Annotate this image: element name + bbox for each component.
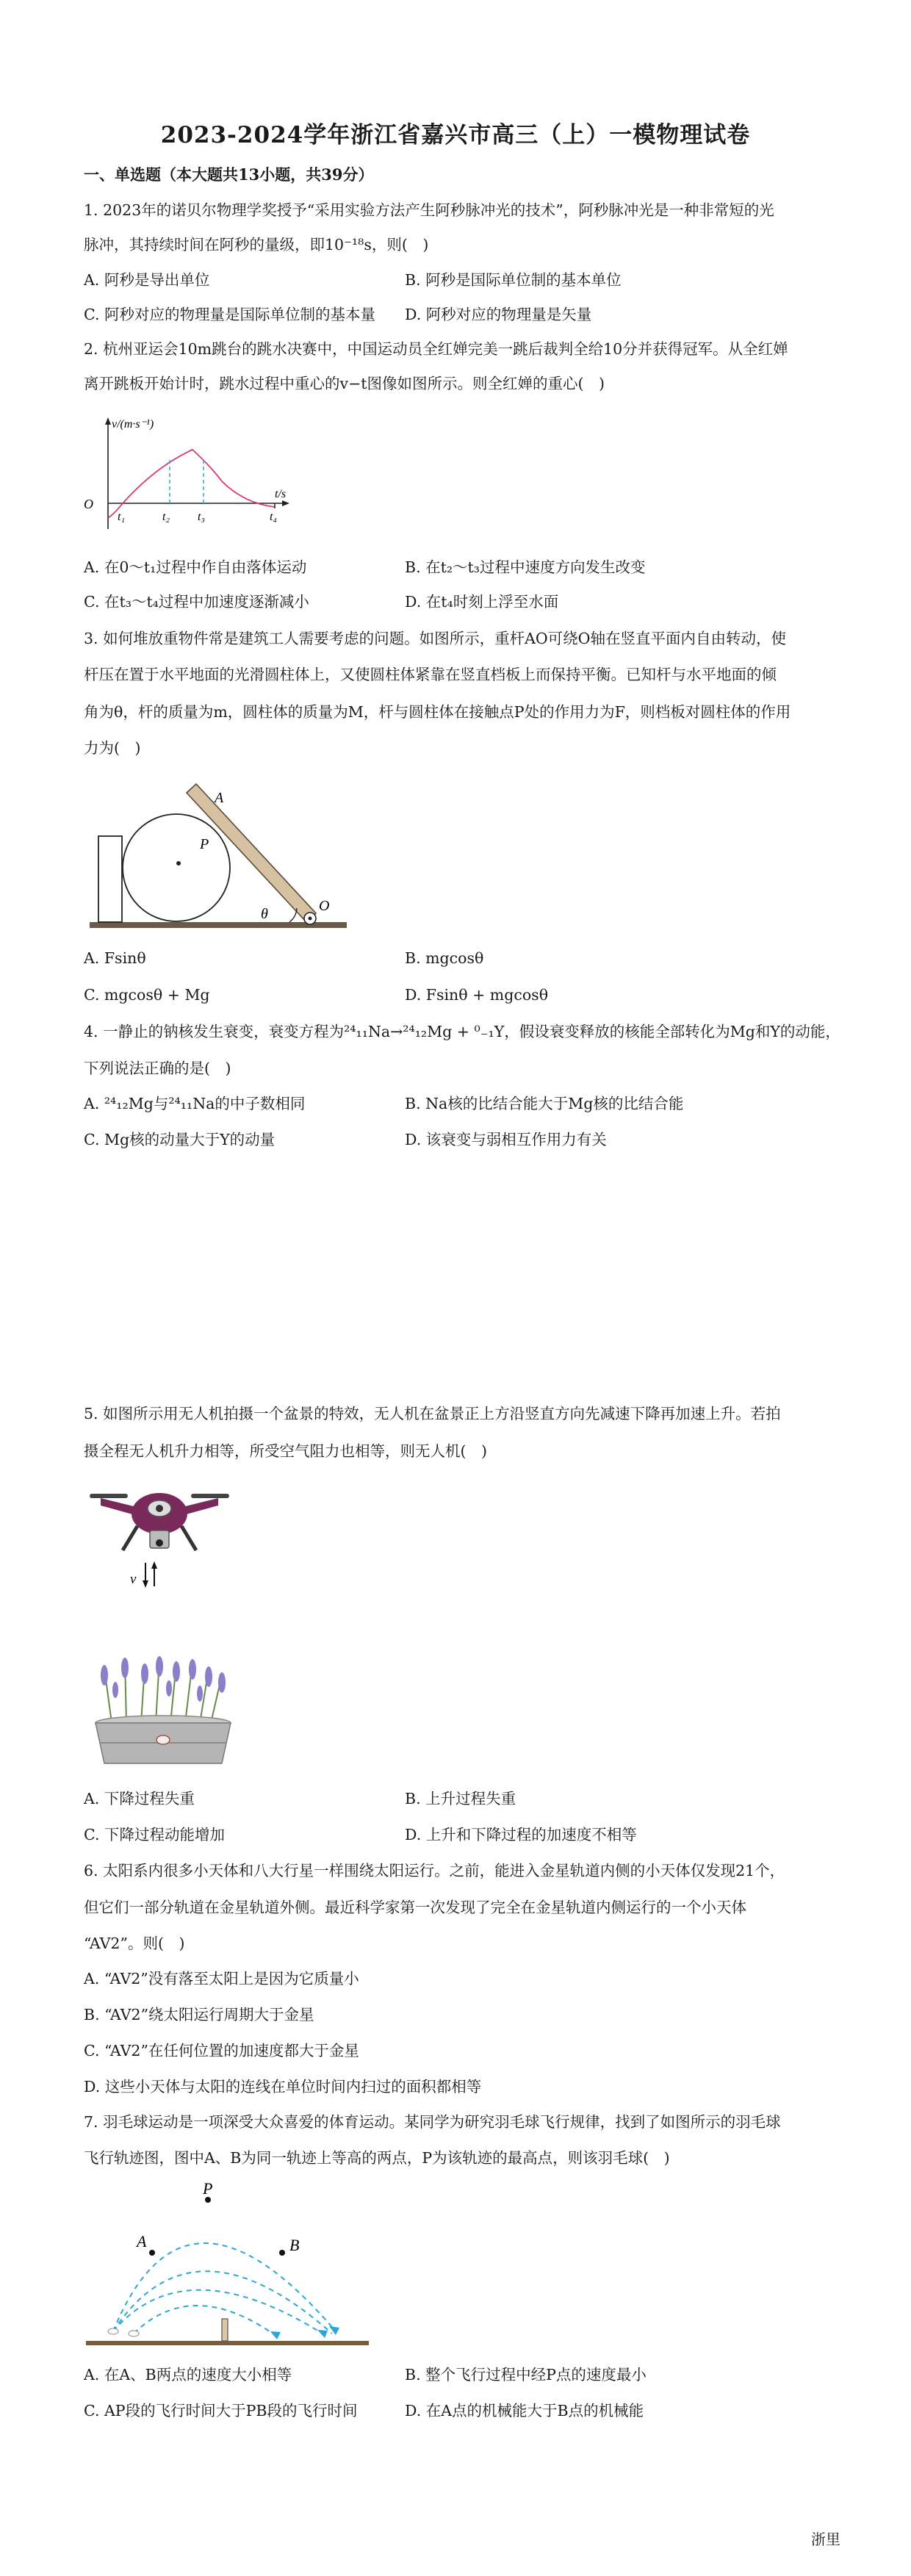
q7-option-c: C. AP段的飞行时间大于PB段的飞行时间	[84, 2402, 358, 2420]
arrowhead-3	[270, 2331, 281, 2339]
q3-option-b: B. mgcosθ	[405, 949, 484, 967]
q6-option-b: B. “AV2”绕太阳运行周期大于金星	[84, 2006, 314, 2023]
down-arrowhead	[143, 1580, 148, 1588]
q2-option-d: D. 在t₄时刻上浮至水面	[405, 593, 559, 611]
t2-label: t₂	[162, 511, 170, 523]
cylinder-center-dot	[176, 861, 181, 866]
section-heading: 一、单选题（本大题共13小题，共39分）	[84, 165, 374, 184]
q5-stem-line: 摄全程无人机升力相等，所受空气阻力也相等，则无人机( )	[84, 1442, 487, 1460]
q7-stem-line: 7. 羽毛球运动是一项深受大众喜爱的体育运动。某同学为研究羽毛球飞行规律，找到了如图所示的羽毛球	[84, 2113, 781, 2131]
q4-stem-line: 4. 一静止的钠核发生衰变，衰变方程为²⁴₁₁Na→²⁴₁₂Mg + ⁰₋₁Y，假设衰变释放的核能全部转化为Mg和Y的动能，	[84, 1023, 840, 1040]
arrowhead-1	[329, 2326, 339, 2335]
origin-label: O	[84, 497, 93, 511]
q6-stem-line: “AV2”。则( )	[84, 1935, 185, 1952]
q2-vt-graph	[82, 411, 303, 536]
court-floor	[86, 2341, 369, 2345]
footer-mark: 浙里	[811, 2530, 840, 2548]
point-a	[149, 2250, 155, 2256]
q2-stem-line: 2. 杭州亚运会10m跳台的跳水决赛中，中国运动员全红婵完美一跳后裁判全给10分并获得冠军。从全红婵	[84, 340, 788, 358]
label-a: A	[215, 790, 224, 806]
q2-option-a: A. 在0～t₁过程中作自由落体运动	[84, 558, 307, 576]
q5-lavender-pot-figure	[82, 1653, 244, 1771]
q7-stem-line: 飞行轨迹图，图中A、B为同一轨迹上等高的两点，P为该轨迹的最高点，则该羽毛球( )	[84, 2149, 670, 2167]
q6-option-d: D. 这些小天体与太阳的连线在单位时间内扫过的面积都相等	[84, 2078, 482, 2095]
q7-shuttlecock-trajectory	[82, 2181, 376, 2350]
q3-option-d: D. Fsinθ + mgcosθ	[405, 986, 549, 1004]
q2-option-b: B. 在t₂～t₃过程中速度方向发生改变	[405, 558, 646, 576]
q6-option-a: A. “AV2”没有落至太阳上是因为它质量小	[84, 1970, 359, 1987]
t1-label: t₁	[118, 511, 126, 523]
q3-stem-line: 角为θ，杆的质量为m，圆柱体的质量为M，杆与圆柱体在接触点P处的作用力为F，则档板对圆柱体的作用	[84, 703, 791, 721]
point-b	[279, 2250, 285, 2256]
pot-label	[156, 1735, 170, 1744]
label-a: A	[137, 2232, 147, 2251]
q1-option-b: B. 阿秒是国际单位制的基本单位	[405, 271, 622, 289]
q7-option-b: B. 整个飞行过程中经P点的速度最小	[405, 2366, 647, 2383]
label-o: O	[319, 898, 330, 914]
rotor-right	[191, 1494, 229, 1498]
q4-option-c: C. Mg核的动量大于Y的动量	[84, 1131, 276, 1148]
q4-option-d: D. 该衰变与弱相互作用力有关	[405, 1131, 607, 1148]
q7-option-a: A. 在A、B两点的速度大小相等	[84, 2366, 292, 2383]
up-arrowhead	[151, 1561, 157, 1569]
arrowhead-2	[317, 2330, 328, 2338]
q4-stem-line: 下列说法正确的是( )	[84, 1059, 231, 1077]
label-theta: θ	[261, 906, 268, 922]
q2-option-c: C. 在t₃～t₄过程中加速度逐渐减小	[84, 593, 309, 611]
q6-stem-line: 但它们一部分轨道在金星轨道外侧。最近科学家第一次发现了完全在金星轨道内侧运行的一个小天体	[84, 1899, 746, 1916]
q5-option-b: B. 上升过程失重	[405, 1790, 516, 1807]
gimbal-camera	[156, 1539, 163, 1547]
q1-stem-line: 1. 2023年的诺贝尔物理学奖授予“采用实验方法产生阿秒脉冲光的技术”，阿秒脉冲光是一种非常短的光	[84, 201, 774, 219]
x-axis-label: t/s	[275, 488, 287, 500]
shuttlecock-2	[129, 2331, 139, 2336]
q3-option-c: C. mgcosθ + Mg	[84, 986, 210, 1004]
trajectory-4	[134, 2306, 277, 2336]
q3-stem-line: 3. 如何堆放重物件常是建筑工人需要考虑的问题。如图所示，重杆AO可绕O轴在竖直平面内自由转动，使	[84, 630, 786, 647]
q3-rod-cylinder-diagram	[82, 771, 361, 933]
t3-label: t₃	[198, 511, 206, 523]
q3-stem-line: 力为( )	[84, 739, 141, 757]
q5-option-d: D. 上升和下降过程的加速度不相等	[405, 1826, 637, 1843]
pivot-center	[309, 917, 312, 921]
velocity-curve	[108, 450, 275, 518]
q1-option-d: D. 阿秒对应的物理量是矢量	[405, 306, 592, 323]
q2-stem-line: 离开跳板开始计时，跳水过程中重心的v−t图像如图所示。则全红婵的重心( )	[84, 375, 605, 392]
net-post	[222, 2319, 228, 2341]
label-p: P	[200, 836, 209, 852]
q4-option-a: A. ²⁴₁₂Mg与²⁴₁₁Na的中子数相同	[84, 1095, 306, 1112]
trajectory-3	[113, 2290, 325, 2335]
y-axis-label: v/(m·s⁻¹)	[112, 418, 154, 431]
q1-stem-line: 脉冲，其持续时间在阿秒的量级，即10⁻¹⁸s，则( )	[84, 236, 429, 253]
y-axis-arrow	[105, 417, 111, 425]
x-axis-arrow	[282, 500, 289, 506]
q3-option-a: A. Fsinθ	[84, 949, 146, 967]
q5-option-c: C. 下降过程动能增加	[84, 1826, 225, 1843]
trajectory-main	[113, 2243, 336, 2331]
rotor-left	[90, 1494, 128, 1498]
cylinder	[123, 814, 230, 921]
q6-option-c: C. “AV2”在任何位置的加速度都大于金星	[84, 2042, 359, 2059]
q3-stem-line: 杆压在置于水平地面的光滑圆柱体上，又使圆柱体紧靠在竖直档板上而保持平衡。已知杆与水平地面的倾	[84, 666, 777, 683]
lavender-flowers	[101, 1656, 226, 1702]
label-b: B	[289, 2236, 300, 2254]
q1-option-a: A. 阿秒是导出单位	[84, 271, 210, 289]
q1-option-c: C. 阿秒对应的物理量是国际单位制的基本量	[84, 306, 375, 323]
q7-option-d: D. 在A点的机械能大于B点的机械能	[405, 2402, 644, 2420]
point-p	[205, 2197, 211, 2203]
q4-option-b: B. Na核的比结合能大于Mg核的比结合能	[405, 1095, 684, 1112]
t4-label: t₄	[270, 511, 278, 523]
q5-option-a: A. 下降过程失重	[84, 1790, 195, 1807]
velocity-label: v	[130, 1572, 137, 1587]
label-p: P	[203, 2181, 213, 2198]
vertical-baffle	[98, 836, 122, 922]
shuttlecock-1	[108, 2328, 118, 2334]
q6-stem-line: 6. 太阳系内很多小天体和八大行星一样围绕太阳运行。之前，能进入金星轨道内侧的小天体仅发现21个，	[84, 1862, 785, 1879]
q5-drone-figure	[82, 1481, 237, 1609]
page-title: 2023-2024学年浙江省嘉兴市高三（上）一模物理试卷	[160, 122, 751, 148]
drone-lens	[156, 1505, 163, 1512]
q5-stem-line: 5. 如图所示用无人机拍摄一个盆景的特效，无人机在盆景正上方沿竖直方向先减速下降再加速上升。若拍	[84, 1405, 781, 1422]
